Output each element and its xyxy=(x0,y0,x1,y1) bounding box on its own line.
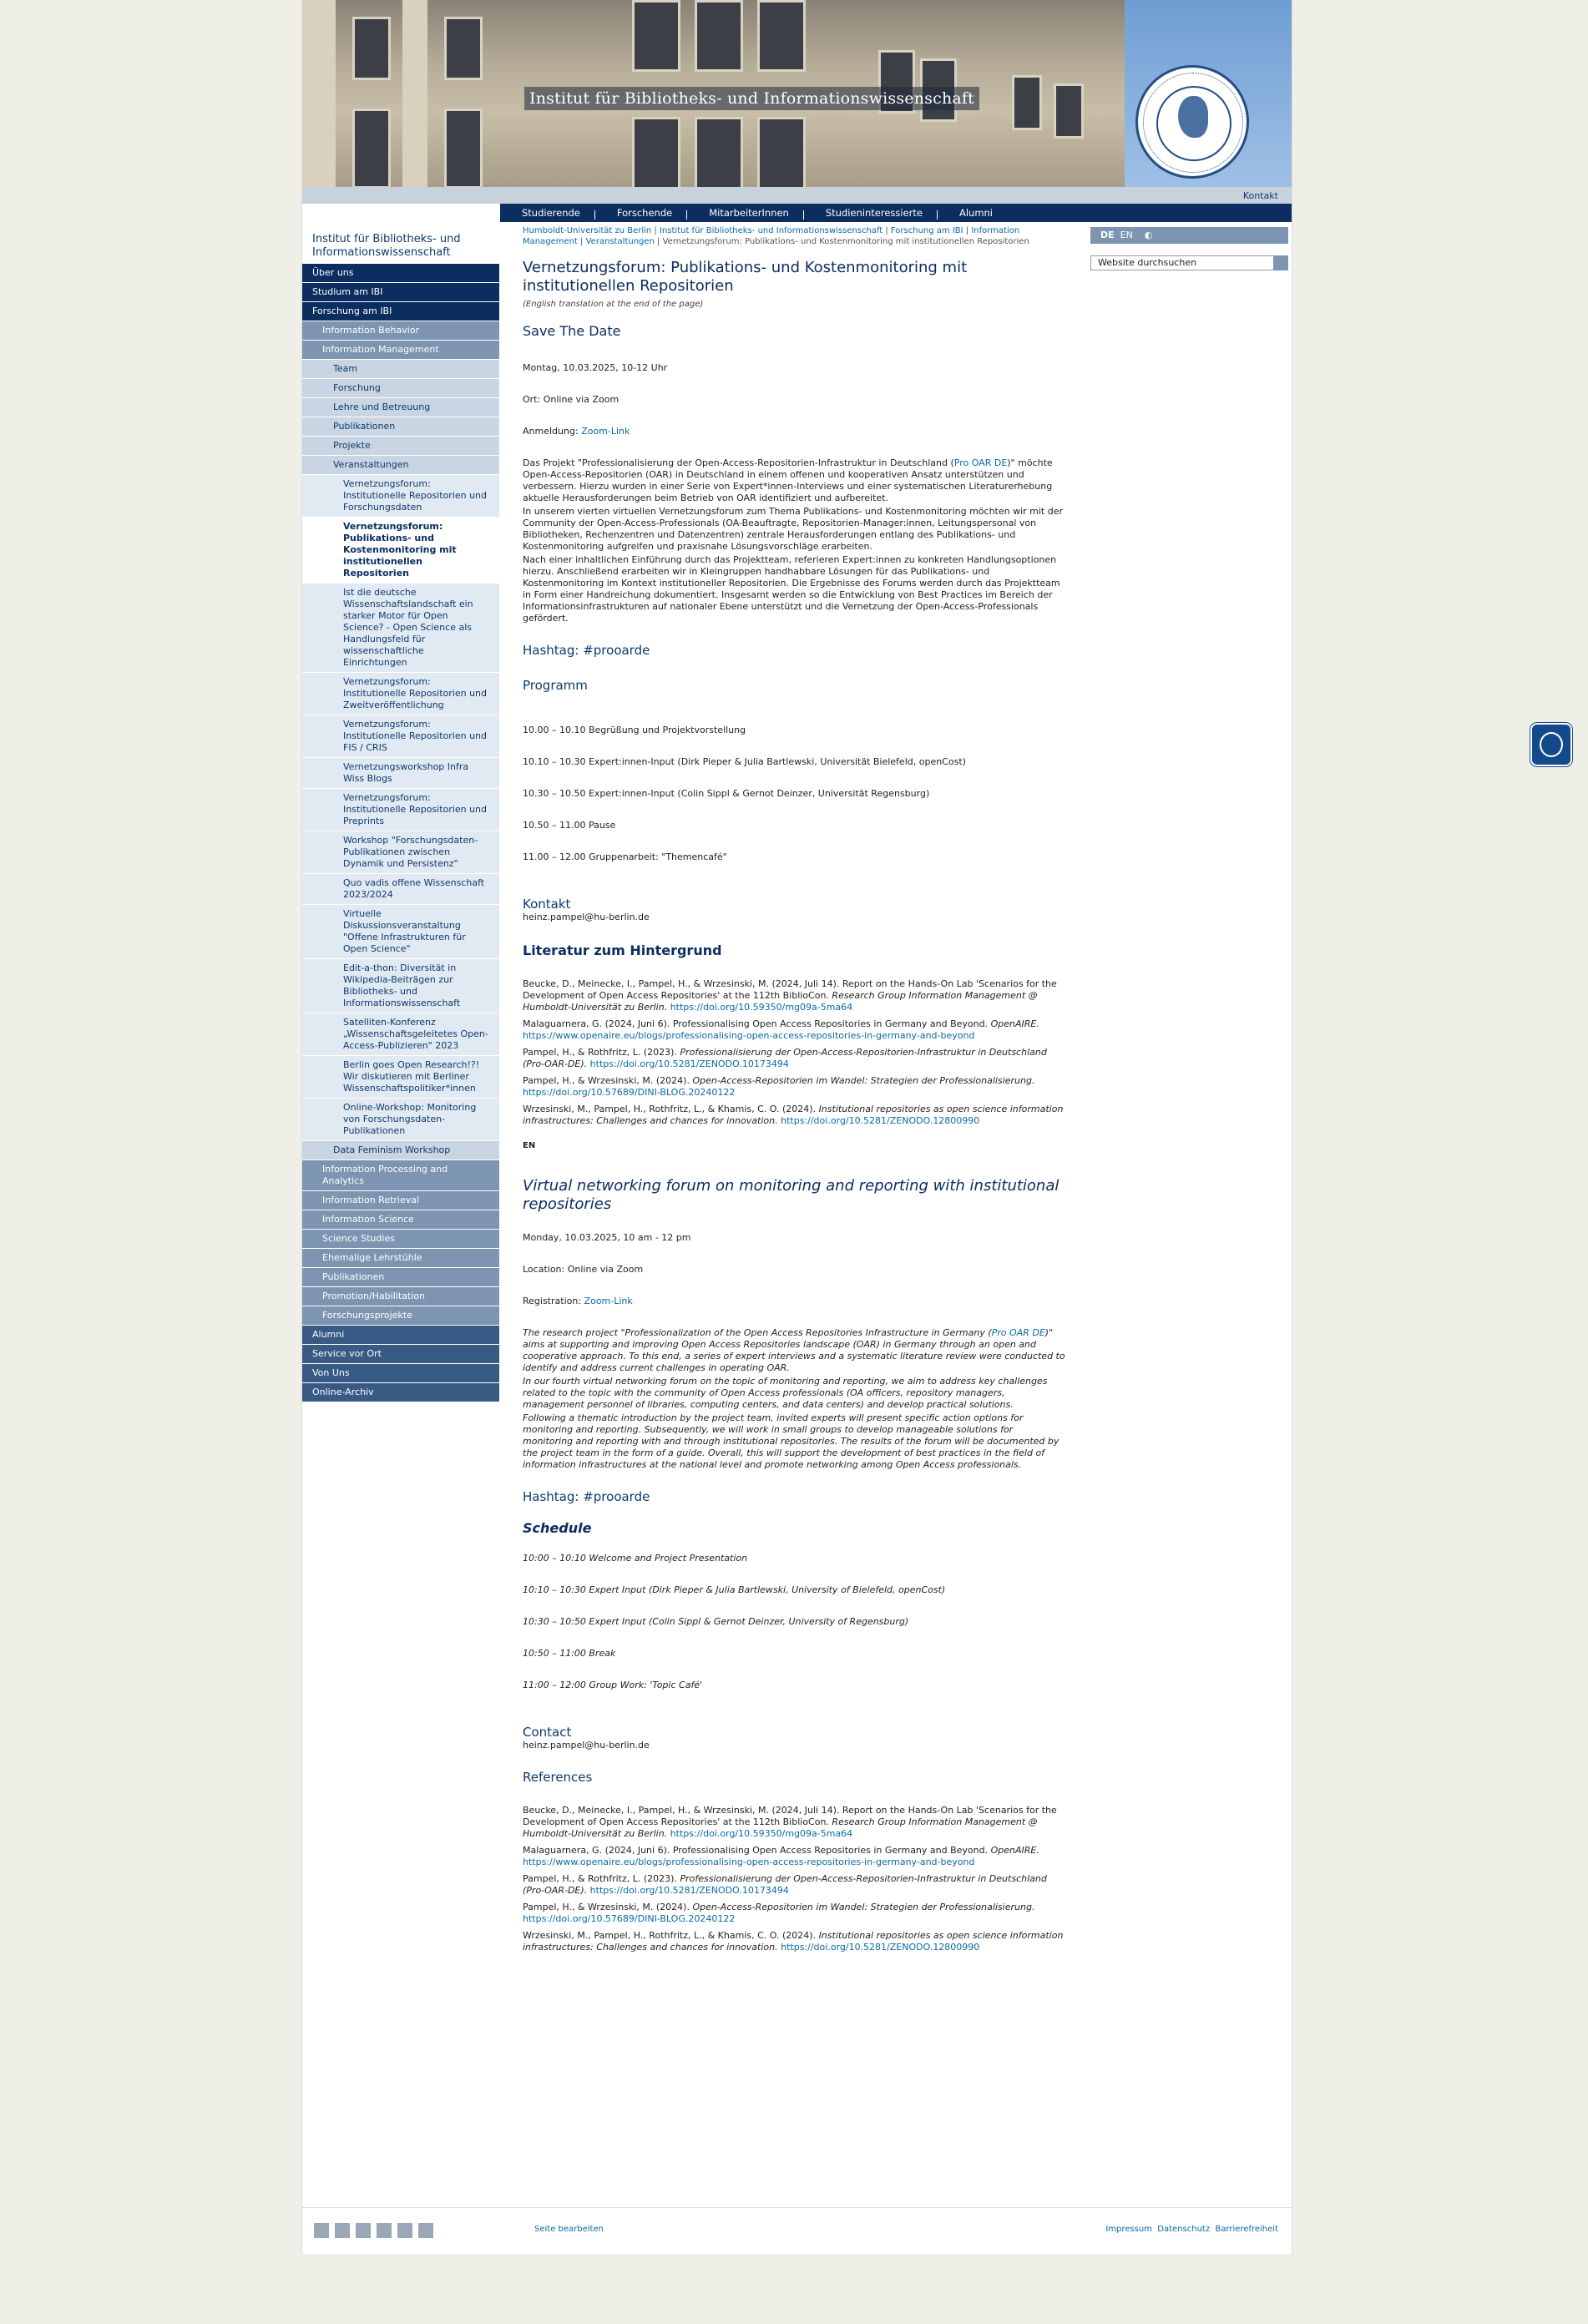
nav-mitarbeiter[interactable]: MitarbeiterInnen xyxy=(687,204,804,222)
footer xyxy=(302,2207,1292,2246)
kontakt-heading: Kontakt xyxy=(523,897,571,912)
reference-item: Beucke, D., Meinecke, I., Pampel, H., & Wrzesinski, M. (2024, Juli 14). Report on the Hands-On Lab 'Scenarios for the Development of Open Access Repositories' at the 112th BiblioCon. Research Group Information Management @ Humboldt-Universität zu Berlin. https://doi.org/10.59350/mg09a-5ma64 xyxy=(523,978,1057,1013)
sidebar-item[interactable]: Quo vadis offene Wissenschaft 2023/2024 xyxy=(302,874,499,905)
hashtag-en: Hashtag: #prooarde xyxy=(523,1489,650,1504)
datenschutz-link[interactable]: Datenschutz xyxy=(1157,2225,1211,2234)
pro-oar-de-link-en[interactable]: Pro OAR DE xyxy=(991,1327,1045,1338)
nav-forschende[interactable]: Forschende xyxy=(595,204,687,222)
sidebar-item[interactable]: Satelliten-Konferenz „Wissenschaftsgeleitetes Open-Access-Publizieren" 2023 xyxy=(302,1013,499,1056)
schedule-item-en: 11:00 – 12:00 Group Work: 'Topic Café' xyxy=(523,1680,703,1690)
sidebar-item[interactable]: Information Science xyxy=(302,1210,499,1230)
pro-oar-de-link[interactable]: Pro OAR DE xyxy=(953,457,1008,468)
nav-studierende[interactable]: Studierende xyxy=(500,204,595,222)
reference-link[interactable]: https://www.openaire.eu/blogs/professionalising-open-access-repositories-in-germany-and-beyond xyxy=(523,1857,975,1867)
sidebar-item[interactable]: Information Management xyxy=(302,341,499,360)
format-paragraph-en: Following a thematic introduction by the project team, invited experts will present specific action options for monitoring and reporting. Subsequently, we will work in small groups to develop manageable solutions for monitoring and reporting with and through institutional repositories. The results of the forum will be documented by the project team in the form of a guide. Overall, this will support the development of best practices in the field of information infrastructures at the national level and promote networking among Open Access professionals. xyxy=(523,1412,1060,1470)
breadcrumb: Humboldt-Universität zu Berlin | Institut für Bibliotheks- und Informationswissenschaft | Forschung am IBI | Information Management | Veranstaltungen | Vernetzungsforum: Publikations- und Kostenmonitoring mit institutionellen Repositorien xyxy=(523,226,1029,246)
references-heading: References xyxy=(523,1770,593,1785)
breadcrumb-current: Vernetzungsforum: Publikations- und Kostenmonitoring mit institutionellen Repositorien xyxy=(662,237,1029,246)
reference-link[interactable]: https://doi.org/10.59350/mg09a-5ma64 xyxy=(670,1002,853,1013)
sidebar-item[interactable]: Information Processing and Analytics xyxy=(302,1160,499,1191)
reference-item: Pampel, H., & Rothfritz, L. (2023). Professionalisierung der Open-Access-Repositorien-Infrastruktur in Deutschland (Pro-OAR-DE). https://doi.org/10.5281/ZENODO.10173494 xyxy=(523,1047,1047,1069)
event-registration-en: Registration: Zoom-Link xyxy=(523,1296,633,1306)
english-marker: EN xyxy=(523,1141,536,1150)
main-content xyxy=(523,225,1065,1958)
schedule-item-en: 10:50 – 11:00 Break xyxy=(523,1648,616,1659)
sidebar-item[interactable]: Vernetzungsforum: Institutionelle Repositorien und Forschungsdaten xyxy=(302,475,499,518)
bluesky-icon[interactable] xyxy=(335,2223,350,2238)
sidebar-item[interactable]: Alumni xyxy=(302,1326,499,1345)
instagram-icon[interactable] xyxy=(356,2223,371,2238)
sidebar-item[interactable]: Information Retrieval xyxy=(302,1191,499,1210)
reference-link[interactable]: https://doi.org/10.57689/DINI-BLOG.20240122 xyxy=(523,1913,736,1924)
sidebar-item[interactable]: Data Feminism Workshop xyxy=(302,1141,499,1160)
site-title: Institut für Bibliotheks- und Informationswissenschaft xyxy=(524,87,979,110)
intro-paragraph: Das Projekt "Professionalisierung der Open-Access-Repositorien-Infrastruktur in Deutschland (Pro OAR DE)" möchte Open-Access-Repositorien (OAR) in Deutschland in einem offenen und kooperativen Ansatz unterstützen und verbessern. Hierzu wurden in einer Serie von Expert*innen-Interviews und einer systematischen Literaturerhebung aktuelle Herausforderungen beim Betrieb von OAR identifiziert und aufbereitet. xyxy=(523,457,1053,503)
breadcrumb-item[interactable]: Humboldt-Universität zu Berlin xyxy=(523,226,652,235)
sidebar-item[interactable]: Vernetzungsforum: Publikations- und Kostenmonitoring mit institutionellen Repositorien xyxy=(302,518,499,584)
sidebar-item[interactable]: Vernetzungsforum: Institutionelle Repositorien und FIS / CRIS xyxy=(302,715,499,758)
event-location-en: Location: Online via Zoom xyxy=(523,1264,644,1275)
breadcrumb-item[interactable]: Information Management xyxy=(523,226,1020,246)
sidebar-nav xyxy=(302,264,499,1402)
sidebar-item[interactable]: Ehemalige Lehrstühle xyxy=(302,1249,499,1268)
sidebar-item[interactable]: Promotion/Habilitation xyxy=(302,1287,499,1306)
page-title: Vernetzungsforum: Publikations- und Kostenmonitoring mit institutionellen Repositorien xyxy=(523,259,968,295)
reference-link[interactable]: https://doi.org/10.5281/ZENODO.12800990 xyxy=(781,1115,980,1126)
schedule-item: 10.30 – 10.50 Expert:innen-Input (Colin Sippl & Gernot Deinzer, Universität Regensburg) xyxy=(523,788,930,799)
sidebar-item[interactable]: Vernetzungsforum: Institutionelle Repositorien und Zweitveröffentlichung xyxy=(302,673,499,715)
sidebar-item[interactable]: Forschungsprojekte xyxy=(302,1306,499,1326)
sidebar-item[interactable]: Über uns xyxy=(302,264,499,283)
youtube-icon[interactable] xyxy=(377,2223,392,2238)
event-date-en: Monday, 10.03.2025, 10 am - 12 pm xyxy=(523,1232,691,1243)
reference-item: Pampel, H., & Wrzesinski, M. (2024). Open-Access-Repositorien im Wandel: Strategien der Professionalisierung. https://doi.org/10.57689/DINI-BLOG.20240122 xyxy=(523,1075,1035,1098)
contact-email-en: heinz.pampel@hu-berlin.de xyxy=(523,1740,650,1751)
programm-heading: Programm xyxy=(523,678,588,693)
breadcrumb-item[interactable]: Institut für Bibliotheks- und Informationswissenschaft xyxy=(660,226,883,235)
sidebar-item[interactable]: Lehre und Betreuung xyxy=(302,398,499,417)
lang-en[interactable]: EN xyxy=(1120,230,1133,240)
sidebar-item[interactable]: Service vor Ort xyxy=(302,1345,499,1364)
page-subtitle: (English translation at the end of the page) xyxy=(523,300,704,309)
reference-item: Beucke, D., Meinecke, I., Pampel, H., & Wrzesinski, M. (2024, Juli 14). Report on the Hands-On Lab 'Scenarios for the Development of Open Access Repositories' at the 112th BiblioCon. Research Group Information Management @ Humboldt-Universität zu Berlin. https://doi.org/10.59350/mg09a-5ma64 xyxy=(523,1805,1057,1839)
reference-link[interactable]: https://doi.org/10.5281/ZENODO.10173494 xyxy=(589,1058,789,1069)
references-list xyxy=(523,1805,1065,1953)
schedule-item: 10.50 – 11.00 Pause xyxy=(523,820,616,831)
schedule-item-en: 10:10 – 10:30 Expert Input (Dirk Pieper & Julia Bartlewski, University of Bielefeld, openCost) xyxy=(523,1584,946,1595)
sidebar-item[interactable]: Virtuelle Diskussionsveranstaltung "Offene Infrastrukturen für Open Science" xyxy=(302,905,499,959)
top-bar xyxy=(302,187,1292,204)
schedule-item-en: 10:00 – 10:10 Welcome and Project Presentation xyxy=(523,1553,748,1564)
header-banner xyxy=(302,0,1292,187)
page xyxy=(301,0,1292,2254)
sidebar-item[interactable]: Publikationen xyxy=(302,417,499,437)
literature-list xyxy=(523,978,1065,1127)
linkedin-icon[interactable] xyxy=(397,2223,412,2238)
sidebar-item[interactable]: Forschung xyxy=(302,379,499,398)
forum-paragraph-en: In our fourth virtual networking forum on the topic of monitoring and reporting, we aim to address key challenges related to the topic with the community of Open Access professionals (OA officers, repository managers, management personnel of libraries, computing centers, and data centers) and develop practical solutions. xyxy=(523,1376,1048,1410)
sidebar-item[interactable]: Forschung am IBI xyxy=(302,302,499,321)
sidebar-item[interactable]: Von Uns xyxy=(302,1364,499,1383)
schedule-item: 11.00 – 12.00 Gruppenarbeit: "Themencafé" xyxy=(523,851,727,862)
sidebar-title[interactable]: Institut für Bibliotheks- und Informationswissenschaft xyxy=(312,233,461,259)
reference-link[interactable]: https://doi.org/10.57689/DINI-BLOG.20240122 xyxy=(523,1087,736,1098)
save-the-date-heading: Save The Date xyxy=(523,323,621,339)
university-seal-logo[interactable] xyxy=(1135,65,1249,179)
nav-studieninteressierte[interactable]: Studieninteressierte xyxy=(804,204,938,222)
event-date: Montag, 10.03.2025, 10-12 Uhr xyxy=(523,362,668,373)
reference-item: Malaguarnera, G. (2024, Juni 6). Professionalising Open Access Repositories in Germany and Beyond. OpenAIRE. https://www.openaire.eu/blogs/professionalising-open-access-repositories-in-germany-and-beyond xyxy=(523,1845,1039,1867)
reference-item: Malaguarnera, G. (2024, Juni 6). Professionalising Open Access Repositories in Germany and Beyond. OpenAIRE. https://www.openaire.eu/blogs/professionalising-open-access-repositories-in-germany-and-beyond xyxy=(523,1018,1039,1041)
reference-link[interactable]: https://www.openaire.eu/blogs/professionalising-open-access-repositories-in-germany-and-beyond xyxy=(523,1030,975,1041)
edit-page-link[interactable]: Seite bearbeiten xyxy=(534,2225,604,2234)
reference-link[interactable]: https://doi.org/10.5281/ZENODO.10173494 xyxy=(589,1885,789,1896)
sidebar-item[interactable]: Vernetzungsworkshop Infra Wiss Blogs xyxy=(302,758,499,789)
sidebar-item[interactable]: Information Behavior xyxy=(302,321,499,341)
contact-email: heinz.pampel@hu-berlin.de xyxy=(523,912,650,922)
language-bar xyxy=(1090,227,1288,244)
reference-link[interactable]: https://doi.org/10.5281/ZENODO.12800990 xyxy=(781,1942,980,1953)
format-paragraph: Nach einer inhaltlichen Einführung durch das Projektteam, referieren Expert:innen zu konkreten Handlungsoptionen hierzu. Anschließend erarbeiten wir in Kleingruppen handhabbare Lösungen für das Publikations- und Kostenmonitoring im Kontext institutioneller Repositorien. Die Ergebnisse des Forums werden durch das Projektteam in Form einer Handreichung dokumentiert. Insgesamt werden so die Entwicklung von Best Practices im Bereich der Informationsinfrastrukturen auf nationaler Ebene unterstützt und die Vernetzung der Open-Access-Professionals gefördert. xyxy=(523,554,1060,624)
zoom-link[interactable]: Zoom-Link xyxy=(581,426,630,437)
facebook-icon[interactable] xyxy=(314,2223,329,2238)
social-icons xyxy=(314,2223,439,2241)
literature-heading: Literatur zum Hintergrund xyxy=(523,942,722,958)
search-icon[interactable] xyxy=(1273,255,1288,270)
schedule-item: 10.00 – 10.10 Begrüßung und Projektvorstellung xyxy=(523,725,746,735)
sidebar-item[interactable]: Ist die deutsche Wissenschaftslandschaft ein starker Motor für Open Science? - Open Science als Handlungsfeld für wissenschaftliche Einrichtungen xyxy=(302,584,499,673)
rss-icon[interactable] xyxy=(418,2223,433,2238)
reference-link[interactable]: https://doi.org/10.59350/mg09a-5ma64 xyxy=(670,1828,853,1839)
english-title: Virtual networking forum on monitoring and reporting with institutional repositories xyxy=(523,1177,1060,1213)
impressum-link[interactable]: Impressum xyxy=(1105,2225,1152,2234)
intro-paragraph-en: The research project "Professionalization of the Open Access Repositories Infrastructure in Germany (Pro OAR DE)" aims at supporting and improving Open Access Repositories landscape (OAR) in Germany through an open and cooperative approach. To this end, a series of expert interviews and a systematic literature review were conducted to identify and address current challenges in operating OAR. xyxy=(523,1327,1065,1373)
schedule-heading: Schedule xyxy=(523,1520,592,1536)
barrierefreiheit-link[interactable]: Barrierefreiheit xyxy=(1215,2225,1278,2234)
nav-alumni[interactable]: Alumni xyxy=(958,207,994,219)
sidebar-item[interactable]: Studium am IBI xyxy=(302,283,499,302)
sidebar-item[interactable]: Online-Workshop: Monitoring von Forschungsdaten-Publikationen xyxy=(302,1099,499,1141)
lang-de[interactable]: DE xyxy=(1100,230,1115,240)
reference-item: Pampel, H., & Wrzesinski, M. (2024). Open-Access-Repositorien im Wandel: Strategien der Professionalisierung. https://doi.org/10.57689/DINI-BLOG.20240122 xyxy=(523,1902,1035,1924)
reference-item: Wrzesinski, M., Pampel, H., Rothfritz, L., & Khamis, C. O. (2024). Institutional repositories as open science information infrastructures: Challenges and chances for innovation. https://doi.org/10.5281/ZENODO.12800990 xyxy=(523,1104,1064,1126)
right-column xyxy=(1090,227,1288,270)
sidebar-item[interactable]: Science Studies xyxy=(302,1230,499,1249)
schedule-item: 10.10 – 10.30 Expert:innen-Input (Dirk Pieper & Julia Bartlewski, Universität Bielefeld, openCost) xyxy=(523,756,966,767)
zoom-link-en[interactable]: Zoom-Link xyxy=(584,1296,633,1306)
reference-item: Pampel, H., & Rothfritz, L. (2023). Professionalisierung der Open-Access-Repositorien-Infrastruktur in Deutschland (Pro-OAR-DE). https://doi.org/10.5281/ZENODO.10173494 xyxy=(523,1873,1047,1896)
sidebar-item[interactable]: Projekte xyxy=(302,437,499,456)
footer-links xyxy=(1105,2225,1278,2234)
hashtag: Hashtag: #prooarde xyxy=(523,643,650,658)
sidebar-item[interactable]: Publikationen xyxy=(302,1268,499,1287)
sidebar-item[interactable]: Team xyxy=(302,360,499,379)
sidebar-item[interactable]: Online-Archiv xyxy=(302,1383,499,1402)
accessibility-icon[interactable] xyxy=(1530,723,1572,766)
sidebar-item[interactable]: Veranstaltungen xyxy=(302,456,499,475)
sidebar-item[interactable]: Edit-a-thon: Diversität in Wikipedia-Beiträgen zur Bibliotheks- und Informationswissenschaft xyxy=(302,959,499,1013)
main-navigation xyxy=(500,204,1292,222)
reference-item: Wrzesinski, M., Pampel, H., Rothfritz, L., & Khamis, C. O. (2024). Institutional repositories as open science information infrastructures: Challenges and chances for innovation. https://doi.org/10.5281/ZENODO.12800990 xyxy=(523,1930,1064,1953)
forum-paragraph: In unserem vierten virtuellen Vernetzungsforum zum Thema Publikations- und Kostenmonitoring möchten wir mit der Community der Open-Access-Professionals (OA-Beauftragte, Repositorien-Manager:innen, Leitungspersonal von Bibliotheken, Rechenzentren und Datenzentren) zentrale Herausforderungen entlang des Publikations- und Kostenmonitoring aufgreifen und praxisnahe Lösungsvorschläge erarbeiten. xyxy=(523,506,1064,552)
contrast-icon[interactable]: ◐ xyxy=(1144,230,1153,240)
breadcrumb-item[interactable]: Veranstaltungen xyxy=(585,237,655,246)
sidebar-item[interactable]: Workshop "Forschungsdaten-Publikationen zwischen Dynamik und Persistenz" xyxy=(302,831,499,874)
sidebar-item[interactable]: Berlin goes Open Research!?! Wir diskutieren mit Berliner Wissenschaftspolitiker*innen xyxy=(302,1056,499,1099)
event-registration: Anmeldung: Zoom-Link xyxy=(523,426,630,437)
event-location: Ort: Online via Zoom xyxy=(523,394,620,405)
sidebar-item[interactable]: Vernetzungsforum: Institutionelle Repositorien und Preprints xyxy=(302,789,499,831)
kontakt-link[interactable]: Kontakt xyxy=(1242,190,1278,201)
contact-heading-en: Contact xyxy=(523,1725,572,1740)
breadcrumb-item[interactable]: Forschung am IBI xyxy=(890,226,963,235)
schedule-item-en: 10:30 – 10:50 Expert Input (Colin Sippl & Gernot Deinzer, University of Regensburg) xyxy=(523,1616,909,1627)
search-input[interactable]: Website durchsuchen xyxy=(1090,255,1288,270)
